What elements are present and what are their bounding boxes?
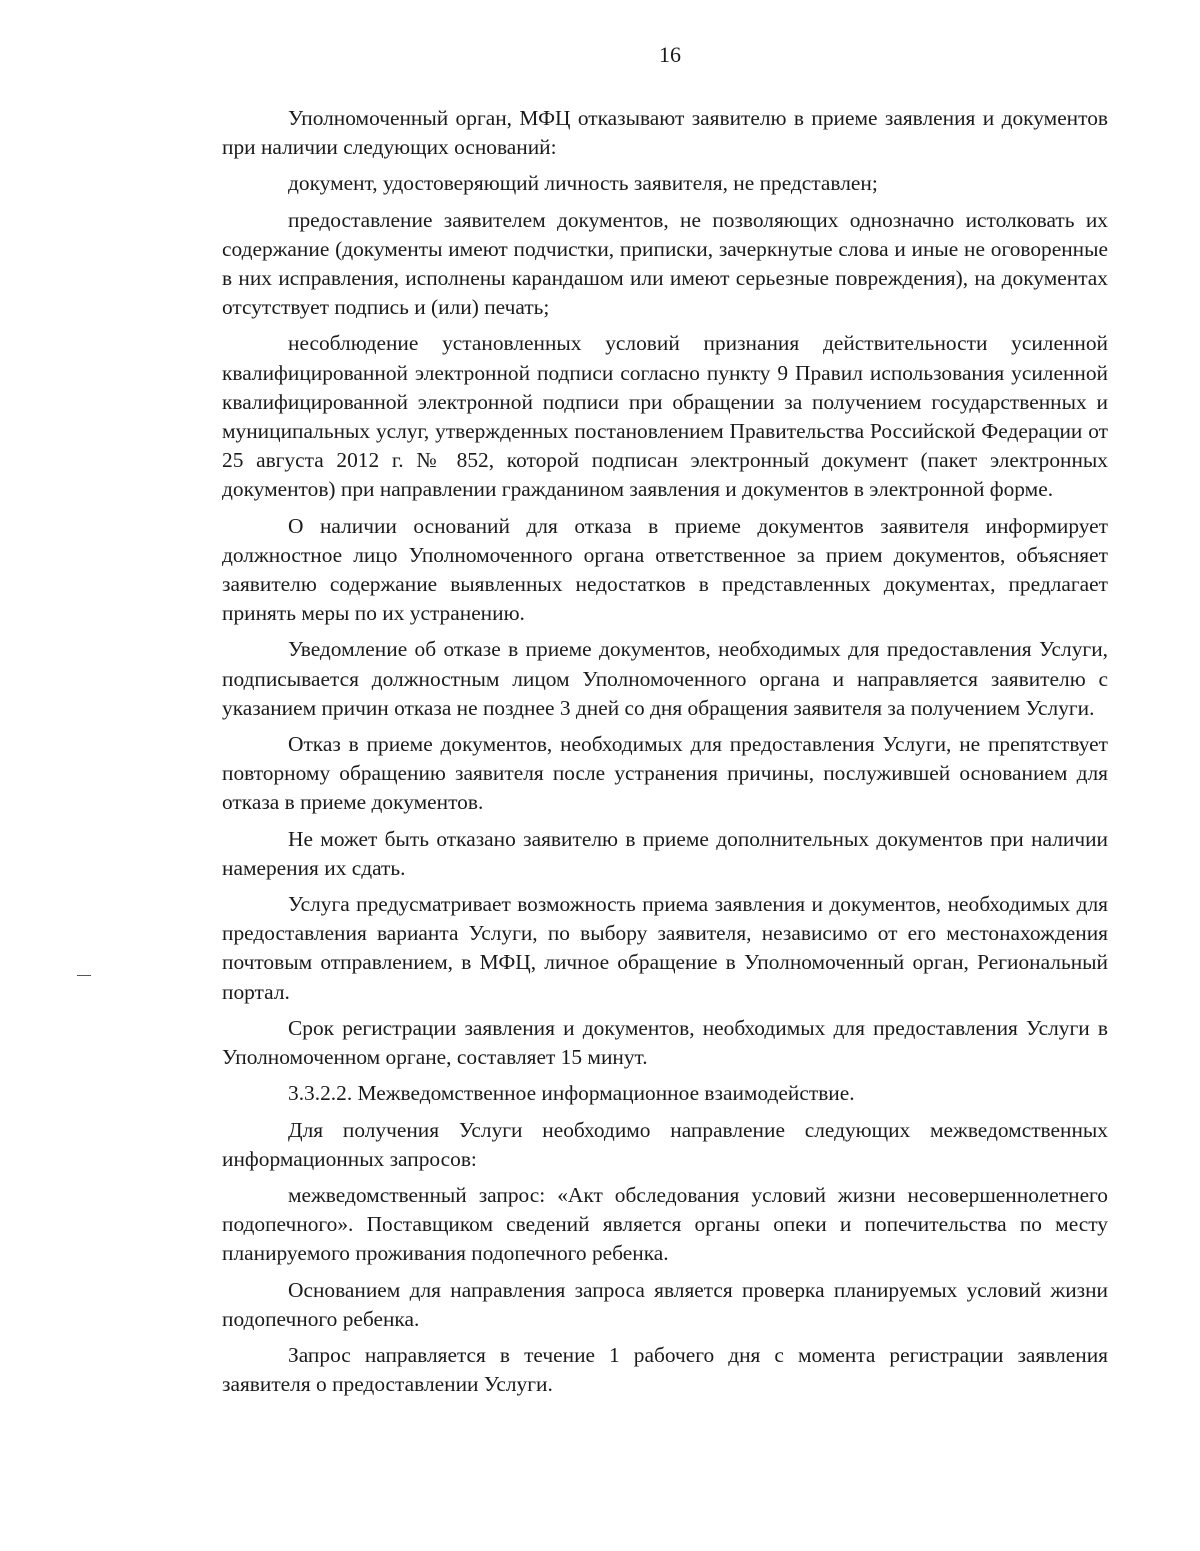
paragraph-repeat-application: Отказ в приеме документов, необходимых для предоставления Услуги, не препятствует повторному обращению заявителя после устранения причины, послужившей основанием для отказа в приеме документов. — [222, 732, 1108, 815]
paragraph-refusal-notice: Уведомление об отказе в приеме документов, необходимых для предоставления Услуги, подписывается должностным лицом Уполномоченного органа и направляется заявителю с указанием причин отказа не позднее 3 дней со дня обращения заявителя за получением Услуги. — [222, 637, 1108, 720]
paragraph-request-basis: Основанием для направления запроса является проверка планируемых условий жизни подопечного ребенка. — [222, 1277, 1108, 1331]
paragraph-identity-document: документ, удостоверяющий личность заявителя, не представлен; — [288, 171, 878, 196]
document-body — [222, 104, 1108, 1406]
paragraph-refusal-grounds-intro: Уполномоченный орган, МФЦ отказывают заявителю в приеме заявления и документов при наличии следующих оснований: — [222, 106, 1108, 160]
paragraph-electronic-signature: несоблюдение установленных условий признания действительности усиленной квалифицированной электронной подписи согласно пункту 9 Правил использования усиленной квалифицированной электронной подписи при обращении за получением государственных и муниципальных услуг, утвержденных постановлением Правительства Российской Федерации от 25 августа 2012 г. № 852, которой подписан электронный документ (пакет электронных документов) при направлении гражданином заявления и документов в электронной форме. — [222, 331, 1108, 502]
paragraph-inspection-act-request: межведомственный запрос: «Акт обследования условий жизни несовершеннолетнего подопечного». Поставщиком сведений является органы опеки и попечительства по месту планируемого проживания подопечного ребенка. — [222, 1182, 1108, 1266]
paragraph-interagency-requests: Для получения Услуги необходимо направление следующих межведомственных информационных запросов: — [222, 1117, 1108, 1171]
paragraph-registration-term: Срок регистрации заявления и документов, необходимых для предоставления Услуги в Уполномоченном органе, составляет 15 минут. — [222, 1015, 1108, 1070]
page-number: 16 — [659, 42, 681, 67]
paragraph-unclear-documents: предоставление заявителем документов, не позволяющих однозначно истолковать их содержание (документы имеют подчистки, приписки, зачеркнутые слова и иные не оговоренные в них исправления, исполнены карандашом или имеют серьезные повреждения), на документах отсутствует подпись и (или) печать; — [222, 207, 1108, 320]
paragraph-request-deadline: Запрос направляется в течение 1 рабочего дня с момента регистрации заявления заявителя о предоставлении Услуги. — [222, 1342, 1108, 1397]
paragraph-informing-applicant: О наличии оснований для отказа в приеме документов заявителя информирует должностное лицо Уполномоченного органа ответственное за прием документов, объясняет заявителю содержание выявленных недостатков в представленных документах, предлагает принять меры по их устранению. — [222, 513, 1108, 626]
margin-mark — [77, 975, 91, 976]
paragraph-additional-documents: Не может быть отказано заявителю в приеме дополнительных документов при наличии намерения их сдать. — [222, 826, 1108, 880]
paragraph-section-heading: 3.3.2.2. Межведомственное информационное взаимодействие. — [288, 1081, 855, 1106]
paragraph-submission-options: Услуга предусматривает возможность приема заявления и документов, необходимых для предоставления варианта Услуги, по выбору заявителя, независимо от его местонахождения почтовым отправлением, в МФЦ, личное обращение в Уполномоченный орган, Региональный портал. — [222, 892, 1108, 1004]
